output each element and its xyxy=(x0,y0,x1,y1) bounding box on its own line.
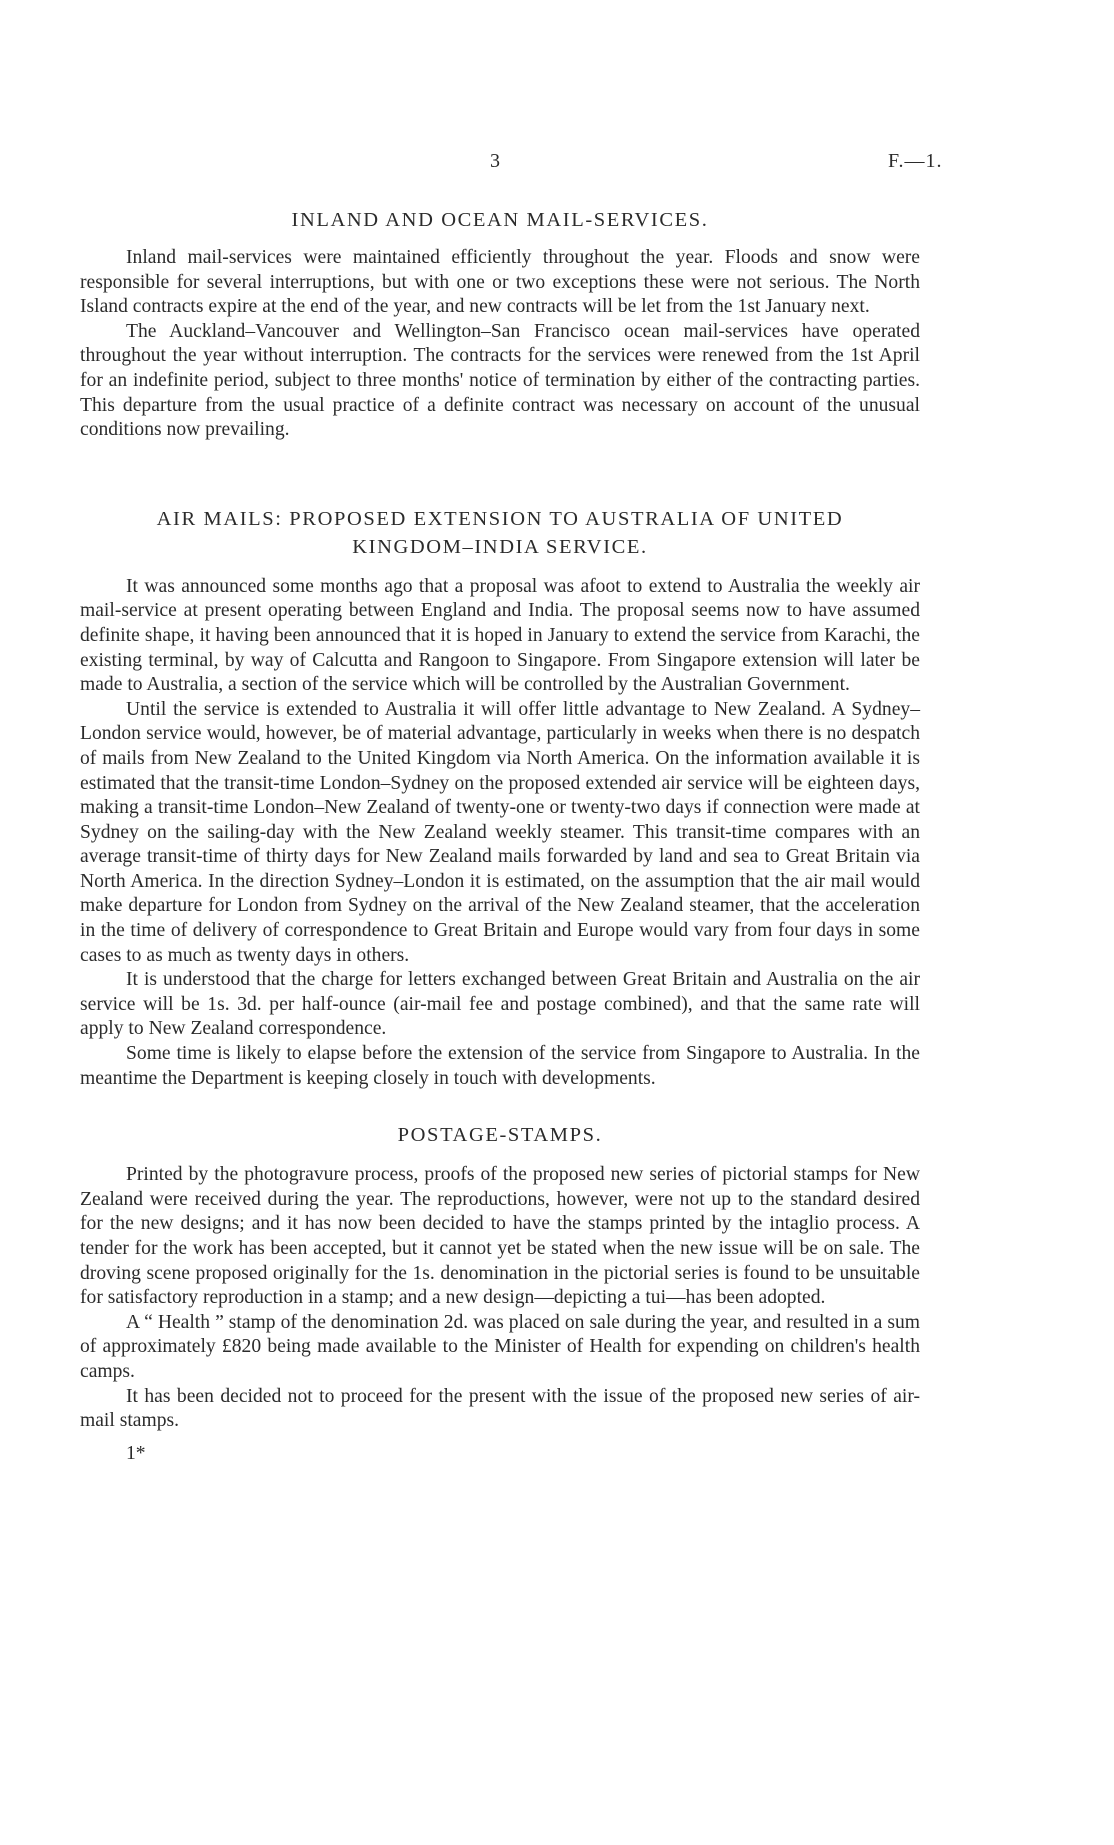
paragraph: A “ Health ” stamp of the denomination 2d. was placed on sale during the year, and resulted in a sum of approximately £820 being made available to the Minister of Health for expending on children's health camps. xyxy=(80,1311,920,1382)
section-heading: INLAND AND OCEAN MAIL-SERVICES. xyxy=(291,209,709,231)
section-postage-stamps xyxy=(80,1121,920,1434)
document-reference: F.—1. xyxy=(888,150,943,172)
paragraph: Printed by the photogravure process, proofs of the proposed new series of pictorial stamps for New Zealand were received during the year. The reproductions, however, were not up to the standard desired for the new designs; and it has now been decided to have the stamps printed by the intaglio process. A tender for the work has been accepted, but it cannot yet be stated when the new issue will be on sale. The droving scene proposed originally for the 1s. denomination in the pictorial series is found to be unsuitable for satisfactory reproduction in a stamp; and a new design—depicting a tui—has been adopted. xyxy=(80,1164,920,1309)
paragraph: It was announced some months ago that a proposal was afoot to extend to Australia the weekly air mail-service at present operating between England and India. The proposal seems now to have assumed definite shape, it having been announced that it is hoped in January to extend the service from Karachi, the existing terminal, by way of Calcutta and Rangoon to Singapore. From Singapore extension will later be made to Australia, a section of the service which will be controlled by the Australian Government. xyxy=(80,575,920,696)
section-heading: POSTAGE-STAMPS. xyxy=(397,1124,603,1147)
page-number: 3 xyxy=(490,150,501,172)
paragraph: Inland mail-services were maintained efficiently throughout the year. Floods and snow were responsible for several interruptions, but with one or two exceptions these were not serious. The North Island contracts expire at the end of the year, and new contracts will be let from the 1st January next. xyxy=(80,247,920,318)
section-inland-ocean-mail xyxy=(80,206,920,443)
paragraph: It is understood that the charge for letters exchanged between Great Britain and Australia on the air service will be 1s. 3d. per half-ounce (air-mail fee and postage combined), and that the same rate will apply to New Zealand correspondence. xyxy=(80,969,920,1040)
section-heading xyxy=(80,505,920,561)
page-content xyxy=(80,206,920,1466)
section-heading-line: KINGDOM–INDIA SERVICE. xyxy=(352,535,648,558)
section-air-mails xyxy=(80,505,920,1091)
paragraph: Some time is likely to elapse before the extension of the service from Singapore to Australia. In the meantime the Department is keeping closely in touch with developments. xyxy=(80,1043,920,1089)
paragraph: It has been decided not to proceed for the present with the issue of the proposed new series of air-mail stamps. xyxy=(80,1385,920,1432)
signature-mark: 1* xyxy=(126,1442,146,1464)
section-heading-line: AIR MAILS: PROPOSED EXTENSION TO AUSTRALIA OF UNITED xyxy=(156,507,844,530)
paragraph: The Auckland–Vancouver and Wellington–San Francisco ocean mail-services have operated throughout the year without interruption. The contracts for the services were renewed from the 1st April for an indefinite period, subject to three months' notice of termination by either of the contracting parties. This departure from the usual practice of a definite contract was necessary on account of the unusual conditions now prevailing. xyxy=(80,320,920,441)
paragraph: Until the service is extended to Australia it will offer little advantage to New Zealand. A Sydney–London service would, however, be of material advantage, particularly in weeks when there is no despatch of mails from New Zealand to the United Kingdom via North America. On the information available it is estimated that the transit-time London–Sydney on the proposed extended air service will be eighteen days, making a transit-time London–New Zealand of twenty-one or twenty-two days if connection were made at Sydney on the sailing-day with the New Zealand weekly steamer. This transit-time compares with an average transit-time of thirty days for New Zealand mails forwarded by land and sea to Great Britain via North America. In the direction Sydney–London it is estimated, on the assumption that the air mail would make departure for London from Sydney on the arrival of the New Zealand steamer, that the acceleration in the time of delivery of correspondence to Great Britain and Europe would vary from four days in some cases to as much as twenty days in others. xyxy=(80,698,920,966)
